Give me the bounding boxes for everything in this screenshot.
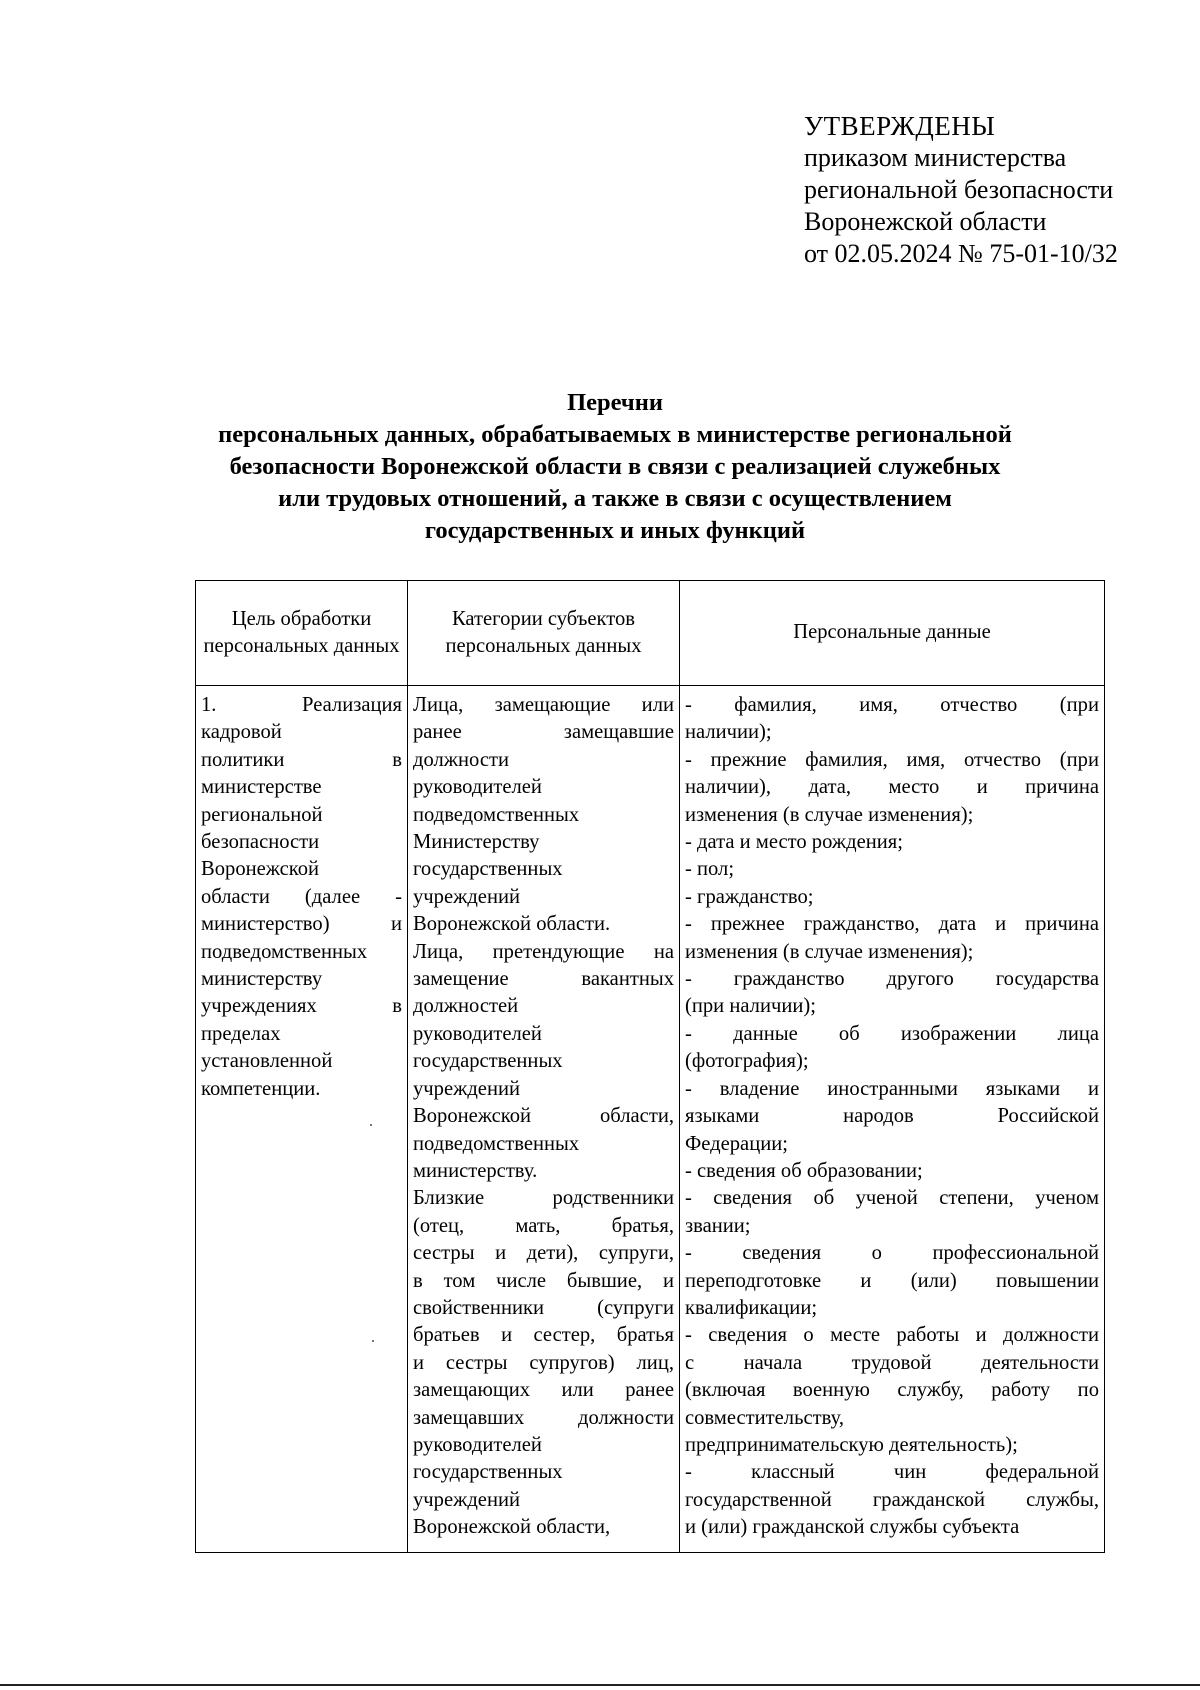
cell-line: предпринимательскую деятельность); <box>685 1433 1018 1456</box>
cell-line: - сведения об ученой степени, ученом <box>685 1187 1099 1210</box>
cell-line: - сведения о профессиональной <box>685 1242 1099 1265</box>
footer-rule <box>0 1684 1200 1686</box>
approval-line: Воронежской области <box>804 207 1047 236</box>
cell-line: должностей <box>413 995 519 1018</box>
heading-line: персональных данных, обрабатываемых в министерстве региональной <box>218 421 1012 448</box>
cell-line: государственных <box>413 1050 563 1073</box>
cell-line: (включая военную службу, работу по <box>685 1379 1099 1402</box>
cell-line: замещающих или ранее <box>413 1379 674 1402</box>
table-row <box>196 686 1105 1553</box>
approval-stamp <box>804 110 1118 270</box>
cell-line: установленной <box>201 1050 333 1073</box>
scan-speck <box>370 1124 372 1126</box>
cell-line: братьев и сестер, братья <box>413 1324 674 1347</box>
cell-line: с начала трудовой деятельности <box>685 1351 1099 1374</box>
cell-line: безопасности <box>201 831 320 854</box>
personal-data-table <box>195 580 1105 1553</box>
cell-line: наличии); <box>685 721 772 744</box>
personal-data-cell <box>680 686 1105 1553</box>
cell-line: (отец, мать, братья, <box>413 1214 674 1237</box>
purpose-cell <box>196 686 408 1553</box>
cell-line: руководителей <box>413 776 542 799</box>
cell-line: замещавших должности <box>413 1406 674 1429</box>
cell-line: - дата и место рождения; <box>685 831 903 854</box>
cell-line: - гражданство; <box>685 885 814 908</box>
cell-line: кадровой <box>201 721 282 744</box>
heading-line: государственных и иных функций <box>424 517 806 544</box>
header-personal-data: Персональные данные <box>680 581 1105 686</box>
cell-line: совместительству, <box>685 1406 845 1429</box>
cell-line: - пол; <box>685 858 735 881</box>
approval-title: УТВЕРЖДЕНЫ <box>804 111 996 141</box>
cell-line: учреждений <box>413 885 521 908</box>
cell-line: - сведения о месте работы и должности <box>685 1324 1099 1347</box>
cell-line: языками народов Российской <box>685 1105 1099 1128</box>
cell-line: Федерации; <box>685 1132 788 1155</box>
approval-line: региональной безопасности <box>804 175 1114 204</box>
cell-line: - прежние фамилия, имя, отчество (при <box>685 748 1099 771</box>
cell-line: - владение иностранными языками и <box>685 1077 1099 1100</box>
cell-line: 1. Реализация <box>201 694 402 716</box>
cell-line: пределах <box>201 1022 281 1045</box>
cell-line: должности <box>413 748 510 771</box>
cell-line: свойственники (супруги <box>413 1296 674 1319</box>
cell-line: сестры и дети), супруги, <box>413 1242 674 1265</box>
cell-line: - фамилия, имя, отчество (при <box>685 694 1099 716</box>
cell-line: руководителей <box>413 1022 542 1045</box>
cell-line: и (или) гражданской службы субъекта <box>685 1516 1020 1539</box>
cell-line: области (далее - <box>201 885 402 908</box>
cell-line: Министерству <box>413 831 540 854</box>
approval-date-number: от 02.05.2024 № 75-01-10/32 <box>804 239 1118 268</box>
cell-line: министерству. <box>413 1159 538 1182</box>
header-purpose: Цель обработки персональных данных <box>196 581 408 686</box>
cell-line: переподготовке и (или) повышении <box>685 1269 1099 1292</box>
heading-line: или трудовых отношений, а также в связи с осуществлением <box>278 485 952 512</box>
heading-title: Перечни <box>567 389 663 416</box>
cell-line: подведомственных <box>413 1132 580 1155</box>
cell-line: государственных <box>413 858 563 881</box>
cell-line: звании; <box>685 1214 751 1237</box>
cell-line: - сведения об образовании; <box>685 1159 923 1182</box>
cell-line: - классный чин федеральной <box>685 1461 1099 1484</box>
scan-speck <box>372 1340 374 1342</box>
cell-line: - прежнее гражданство, дата и причина <box>685 913 1099 936</box>
cell-line: - гражданство другого государства <box>685 968 1099 991</box>
cell-line: министерство) и <box>201 913 402 936</box>
table-header-row <box>196 581 1105 686</box>
cell-line: политики в <box>201 748 402 771</box>
cell-line: Близкие родственники <box>413 1187 674 1210</box>
cell-line: Лица, замещающие или <box>413 694 674 716</box>
cell-line: квалификации; <box>685 1296 818 1319</box>
cell-line: замещение вакантных <box>413 968 674 991</box>
cell-line: государственных <box>413 1461 563 1484</box>
cell-line: подведомственных <box>201 940 368 963</box>
header-subject-categories: Категории субъектов персональных данных <box>408 581 680 686</box>
document-heading <box>195 387 1035 547</box>
cell-line: - данные об изображении лица <box>685 1022 1099 1045</box>
cell-line: ранее замещавшие <box>413 721 674 744</box>
cell-line: министерстве <box>201 776 322 799</box>
cell-line: Воронежской области. <box>413 913 611 936</box>
cell-line: государственной гражданской службы, <box>685 1488 1099 1511</box>
subject-categories-cell <box>408 686 680 1553</box>
cell-line: (фотография); <box>685 1050 809 1073</box>
cell-line: и сестры супругов) лиц, <box>413 1351 674 1374</box>
cell-line: изменения (в случае изменения); <box>685 940 974 963</box>
cell-line: Воронежской области, <box>413 1105 674 1128</box>
cell-line: в том числе бывшие, и <box>413 1269 674 1292</box>
cell-line: учреждениях в <box>201 995 402 1018</box>
cell-line: учреждений <box>413 1488 521 1511</box>
cell-line: Лица, претендующие на <box>413 940 674 963</box>
cell-line: Воронежской области, <box>413 1516 611 1539</box>
cell-line: наличии), дата, место и причина <box>685 776 1099 799</box>
cell-line: (при наличии); <box>685 995 816 1018</box>
cell-line: министерству <box>201 968 323 991</box>
cell-line: руководителей <box>413 1433 542 1456</box>
cell-line: подведомственных <box>413 803 580 826</box>
cell-line: изменения (в случае изменения); <box>685 803 974 826</box>
cell-line: Воронежской <box>201 858 320 881</box>
cell-line: компетенции. <box>201 1077 321 1100</box>
approval-line: приказом министерства <box>804 143 1067 172</box>
heading-line: безопасности Воронежской области в связи с реализацией служебных <box>229 453 1001 480</box>
cell-line: региональной <box>201 803 323 826</box>
cell-line: учреждений <box>413 1077 521 1100</box>
